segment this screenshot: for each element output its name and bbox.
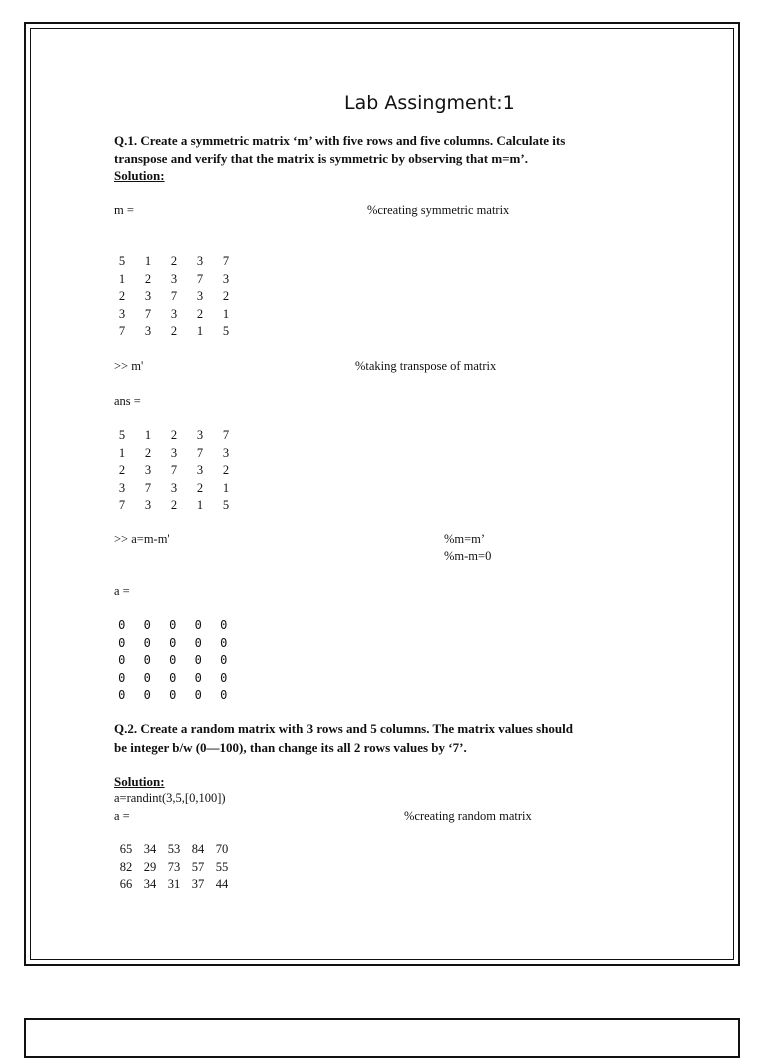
matrix-cell: 0 (194, 618, 202, 632)
q1-diff-comment-1: %m=m’ (444, 532, 486, 546)
matrix-cell: 7 (170, 463, 178, 477)
q1-transpose-comment: %taking transpose of matrix (355, 359, 497, 373)
matrix-cell: 73 (167, 859, 181, 874)
q1-m-matrix (109, 253, 239, 341)
matrix-cell: 2 (170, 498, 178, 512)
matrix-cell: 0 (220, 670, 228, 685)
matrix-cell: 53 (167, 842, 181, 856)
matrix-cell: 7 (144, 306, 152, 321)
matrix-cell: 3 (144, 289, 152, 303)
matrix-cell: 0 (143, 670, 151, 685)
matrix-cell: 3 (170, 306, 178, 321)
matrix-cell: 7 (196, 445, 204, 460)
matrix-cell: 3 (118, 480, 126, 495)
matrix-cell: 2 (196, 480, 204, 495)
matrix-row (109, 427, 239, 445)
matrix-cell: 3 (118, 306, 126, 321)
matrix-cell: 2 (170, 324, 178, 338)
matrix-cell: 3 (196, 463, 204, 477)
matrix-cell: 3 (144, 463, 152, 477)
matrix-cell: 7 (170, 289, 178, 303)
matrix-row (109, 288, 239, 306)
q2-a-matrix (114, 841, 234, 894)
matrix-cell: 65 (119, 842, 133, 856)
matrix-cell: 7 (222, 428, 230, 442)
matrix-cell: 2 (144, 445, 152, 460)
matrix-row (109, 445, 239, 463)
matrix-cell: 29 (143, 859, 157, 874)
matrix-cell: 3 (222, 445, 230, 460)
matrix-cell: 34 (143, 842, 157, 856)
matrix-cell: 3 (170, 480, 178, 495)
matrix-cell: 2 (118, 463, 126, 477)
q2-question-line-2: be integer b/w (0—100), than change its all 2 rows values by ‘7’. (114, 740, 467, 755)
matrix-cell: 5 (222, 498, 230, 512)
matrix-cell: 2 (196, 306, 204, 321)
matrix-cell: 0 (169, 618, 177, 632)
matrix-cell: 44 (215, 877, 229, 891)
matrix-row (109, 617, 237, 635)
q1-question-line-2: transpose and verify that the matrix is symmetric by observing that m=m’. (114, 151, 528, 166)
matrix-cell: 0 (220, 618, 228, 632)
q2-question-line-1: Q.2. Create a random matrix with 3 rows and 5 columns. The matrix values should (114, 721, 573, 736)
matrix-cell: 7 (196, 271, 204, 286)
matrix-cell: 0 (169, 635, 177, 650)
matrix-row (114, 859, 234, 877)
matrix-row (109, 323, 239, 341)
matrix-cell: 37 (191, 877, 205, 891)
matrix-cell: 1 (118, 445, 126, 460)
matrix-cell: 7 (222, 254, 230, 268)
q2-a-label: a = (114, 809, 130, 823)
matrix-cell: 1 (222, 480, 230, 495)
matrix-cell: 0 (143, 618, 151, 632)
matrix-cell: 3 (196, 289, 204, 303)
matrix-cell: 0 (143, 653, 151, 667)
q1-diff-command: >> a=m-m' (114, 532, 170, 546)
matrix-cell: 0 (169, 670, 177, 685)
matrix-row (109, 652, 237, 670)
matrix-cell: 1 (118, 271, 126, 286)
matrix-cell: 2 (170, 254, 178, 268)
matrix-row (109, 497, 239, 515)
q1-m-label: m = (114, 203, 134, 217)
matrix-cell: 1 (196, 324, 204, 338)
matrix-cell: 7 (118, 324, 126, 338)
matrix-cell: 0 (118, 635, 126, 650)
matrix-row (109, 670, 237, 688)
matrix-cell: 3 (144, 324, 152, 338)
matrix-cell: 57 (191, 859, 205, 874)
matrix-cell: 7 (144, 480, 152, 495)
matrix-cell: 55 (215, 859, 229, 874)
matrix-cell: 1 (222, 306, 230, 321)
matrix-cell: 0 (169, 653, 177, 667)
matrix-cell: 3 (196, 254, 204, 268)
matrix-cell: 0 (143, 688, 151, 702)
q1-ans-label: ans = (114, 394, 141, 408)
matrix-row (109, 687, 237, 705)
matrix-row (114, 876, 234, 894)
matrix-row (109, 480, 239, 498)
q1-solution-label: Solution: (114, 168, 165, 183)
matrix-cell: 84 (191, 842, 205, 856)
matrix-cell: 31 (167, 877, 181, 891)
matrix-cell: 0 (118, 670, 126, 685)
matrix-row (109, 271, 239, 289)
matrix-cell: 3 (222, 271, 230, 286)
matrix-cell: 2 (222, 289, 230, 303)
q1-ans-matrix (109, 427, 239, 515)
matrix-cell: 0 (169, 688, 177, 702)
matrix-row (109, 306, 239, 324)
matrix-cell: 5 (118, 428, 126, 442)
matrix-cell: 2 (170, 428, 178, 442)
q1-a-matrix (109, 617, 237, 705)
matrix-cell: 3 (144, 498, 152, 512)
matrix-cell: 0 (220, 688, 228, 702)
matrix-cell: 66 (119, 877, 133, 891)
page-title: Lab Assingment:1 (344, 92, 515, 114)
matrix-cell: 3 (170, 445, 178, 460)
q1-a-label: a = (114, 584, 130, 598)
matrix-cell: 3 (196, 428, 204, 442)
matrix-cell: 70 (215, 842, 229, 856)
matrix-row (109, 253, 239, 271)
q2-command: a=randint(3,5,[0,100]) (114, 791, 226, 805)
matrix-row (109, 462, 239, 480)
matrix-cell: 0 (194, 653, 202, 667)
matrix-row (114, 841, 234, 859)
q1-diff-comment-2: %m-m=0 (444, 549, 492, 563)
matrix-cell: 0 (220, 653, 228, 667)
matrix-cell: 2 (118, 289, 126, 303)
matrix-cell: 0 (220, 635, 228, 650)
matrix-cell: 0 (118, 653, 126, 667)
matrix-cell: 1 (144, 254, 152, 268)
matrix-cell: 34 (143, 877, 157, 891)
matrix-cell: 1 (196, 498, 204, 512)
next-page-frame (24, 1018, 740, 1058)
matrix-cell: 0 (194, 688, 202, 702)
matrix-cell: 0 (118, 688, 126, 702)
matrix-cell: 1 (144, 428, 152, 442)
matrix-row (109, 635, 237, 653)
matrix-cell: 0 (143, 635, 151, 650)
matrix-cell: 0 (194, 635, 202, 650)
matrix-cell: 82 (119, 859, 133, 874)
matrix-cell: 3 (170, 271, 178, 286)
q2-comment: %creating random matrix (404, 809, 532, 823)
matrix-cell: 5 (222, 324, 230, 338)
matrix-cell: 5 (118, 254, 126, 268)
q2-solution-label: Solution: (114, 774, 165, 789)
matrix-cell: 0 (194, 670, 202, 685)
q1-question-line-1: Q.1. Create a symmetric matrix ‘m’ with five rows and five columns. Calculate its (114, 133, 566, 148)
matrix-cell: 2 (222, 463, 230, 477)
matrix-cell: 0 (118, 618, 126, 632)
matrix-cell: 2 (144, 271, 152, 286)
q1-transpose-command: >> m' (114, 359, 144, 373)
matrix-cell: 7 (118, 498, 126, 512)
q1-m-comment: %creating symmetric matrix (367, 203, 510, 217)
